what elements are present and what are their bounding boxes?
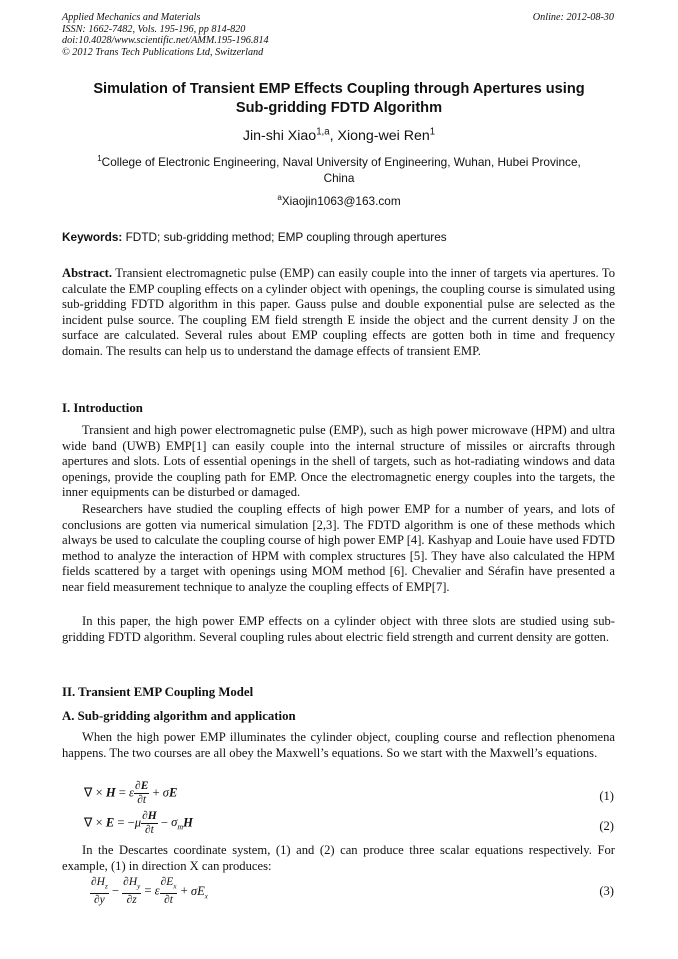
copyright-line: © 2012 Trans Tech Publications Ltd, Switzerland — [62, 46, 264, 58]
equation-1: ∇ × H = ε $\frac{\partial E}{\partial t}$ + σE — [84, 780, 178, 806]
issn-line: ISSN: 1662-7482, Vols. 195-196, pp 814-820 — [62, 23, 246, 35]
doi-line: doi:10.4028/www.scientific.net/AMM.195-196.814 — [62, 35, 269, 46]
affiliation — [62, 154, 616, 186]
author-separator: , — [329, 128, 338, 144]
author-2: Xiong-wei Ren — [337, 128, 430, 144]
model-paragraph-1: When the high power EMP illuminates the cylinder object, coupling course and reflection phenomena happens. The two courses are all obey the Maxwell’s equations. So we start with the Maxwell’s equations. — [62, 730, 615, 760]
keywords-text: FDTD; sub-gridding method; EMP coupling through apertures — [122, 230, 447, 244]
equation-2-number: (2) — [599, 819, 614, 833]
abstract — [62, 266, 615, 360]
intro-paragraph-3: In this paper, the high power EMP effects on a cylinder object with three slots are studied using sub-gridding FDTD algorithm. Several coupling rules about electric field strength and current density are gotten. — [62, 614, 615, 644]
equation-3: $\frac{\partial H_z}{\partial y}$ − $\frac{\partial H_y}{\partial z}$ = ε $\frac{\partial E_x}{\partial t}$ + $\sigma E_x$ — [91, 876, 208, 907]
abstract-label: Abstract. — [62, 266, 113, 280]
keywords-label: Keywords: — [62, 230, 123, 244]
section-2-heading: II. Transient EMP Coupling Model — [62, 685, 254, 699]
email-mark: a — [277, 193, 282, 203]
section-1-heading: I. Introduction — [62, 401, 143, 415]
author-email — [62, 193, 616, 209]
author-1: Jin-shi Xiao — [242, 128, 317, 144]
email-address: Xiaojin1063@163.com — [281, 194, 401, 208]
abstract-text: Transient electromagnetic pulse (EMP) can easily couple into the inner of targets via apertures. To calculate the EMP coupling effects on a cylinder object with openings, the coupling course is simulated using sub-gridding FDTD algorithm in this paper. Gauss pulse and double exponential pulse are selected as the incident pulse source. The coupling EM field strength E inside the object and the current density J on the surface are calculated. Several rules about EMP coupling effects are gotten both in time and frequency domain. The results can help us to understand the damage effects of transient EMP. — [62, 266, 615, 358]
affiliation-line-2: China — [323, 171, 355, 185]
author-1-affil: 1,a — [316, 126, 330, 138]
affiliation-line-1: College of Electronic Engineering, Naval University of Engineering, Wuhan, Hubei Province, — [101, 155, 581, 169]
equation-1-number: (1) — [599, 789, 614, 803]
journal-header — [62, 12, 269, 58]
intro-paragraph-2: Researchers have studied the coupling effects of high power EMP for a number of years, and lots of conclusions are gotten via numerical simulation [2,3]. The FDTD algorithm is one of these methods which always be used to calculate the coupling course of high power EMP [4]. Kashyap and Louie have used FDTD method to analyze the interaction of HPM with complex structures [5]. They have also calculated the HPM fields scattered by a target with openings using MOM method [6]. Chevalier and Sérafin have presented a near field measurement technique to analyze the coupling effects of EMP[7]. — [62, 502, 615, 594]
subsection-a-heading: A. Sub-gridding algorithm and application — [62, 709, 296, 723]
keywords — [62, 229, 616, 245]
model-paragraph-2: In the Descartes coordinate system, (1) and (2) can produce three scalar equations respectively. For example, (1) in direction X can produces: — [62, 843, 615, 873]
online-date: Online: 2012-08-30 — [532, 12, 614, 23]
author-list — [62, 127, 616, 145]
intro-paragraph-1: Transient and high power electromagnetic pulse (EMP), such as high power microwave (HPM) and ultra wide band (UWB) EMP[1] can easily couple into the internal structure of missiles or aircrafts through apertures and slots. Lots of essential openings in the shell of targets, such as hot-radiating windows and data openings, provide the coupling path for EMP. Once the electromagnetic energy couples into the targets, the inner equipments can be disturbed or damaged. — [62, 423, 615, 500]
equation-3-number: (3) — [599, 884, 614, 898]
affiliation-mark: 1 — [97, 154, 102, 164]
author-2-affil: 1 — [429, 126, 436, 138]
paper-title: Simulation of Transient EMP Effects Coupling through Apertures using Sub-gridding FDTD Algorithm — [93, 81, 585, 116]
journal-name: Applied Mechanics and Materials — [62, 12, 201, 23]
equation-2: ∇ × E = −μ $\frac{\partial H}{\partial t}$ − $\sigma_mH$ — [84, 810, 193, 836]
